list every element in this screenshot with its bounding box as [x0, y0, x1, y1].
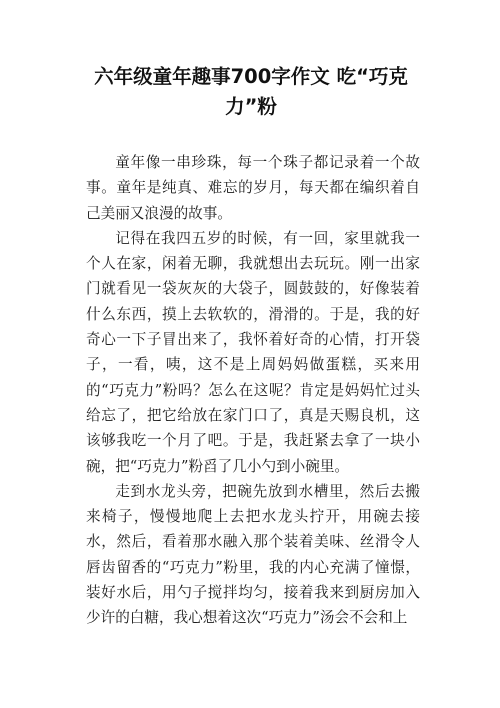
document-title: 六年级童年趣事700字作文 吃“巧克力”粉: [94, 65, 408, 118]
paragraph-2: 记得在我四五岁的时候，有一回，家里就我一个人在家，闲着无聊，我就想出去玩玩。刚一出家门就看见一袋灰灰的大袋子，圆鼓鼓的，好像装着什么东西，摸上去软软的，滑滑的。于是，我的好奇心一下子冒出来了，我怀着好奇的心情，打开袋子，一看，咦，这不是上周妈妈做蛋糕，买来用的“巧克力”粉吗？怎么在这呢？肯定是妈妈忙过头给忘了，把它给放在家门口了，真是天赐良机，这该够我吃一个月了吧。于是，我赶紧去拿了一块小碗，把“巧克力”粉舀了几小勺到小碗里。: [86, 229, 420, 475]
document-body: [86, 150, 420, 631]
paragraph-1: 童年像一串珍珠，每一个珠子都记录着一个故事。童年是纯真、难忘的岁月，每天都在编织着自己美丽又浪漫的故事。: [86, 154, 420, 222]
paragraph-3: 走到水龙头旁，把碗先放到水槽里，然后去搬来椅子，慢慢地爬上去把水龙头拧开，用碗去接水，然后，看着那水融入那个装着美味、丝滑令人唇齿留香的“巧克力”粉里，我的内心充满了憧憬，装好水后，用勺子搅拌均匀，接着我来到厨房加入少许的白糖，我心想着这次“巧克力”汤会不会和上: [86, 482, 420, 627]
